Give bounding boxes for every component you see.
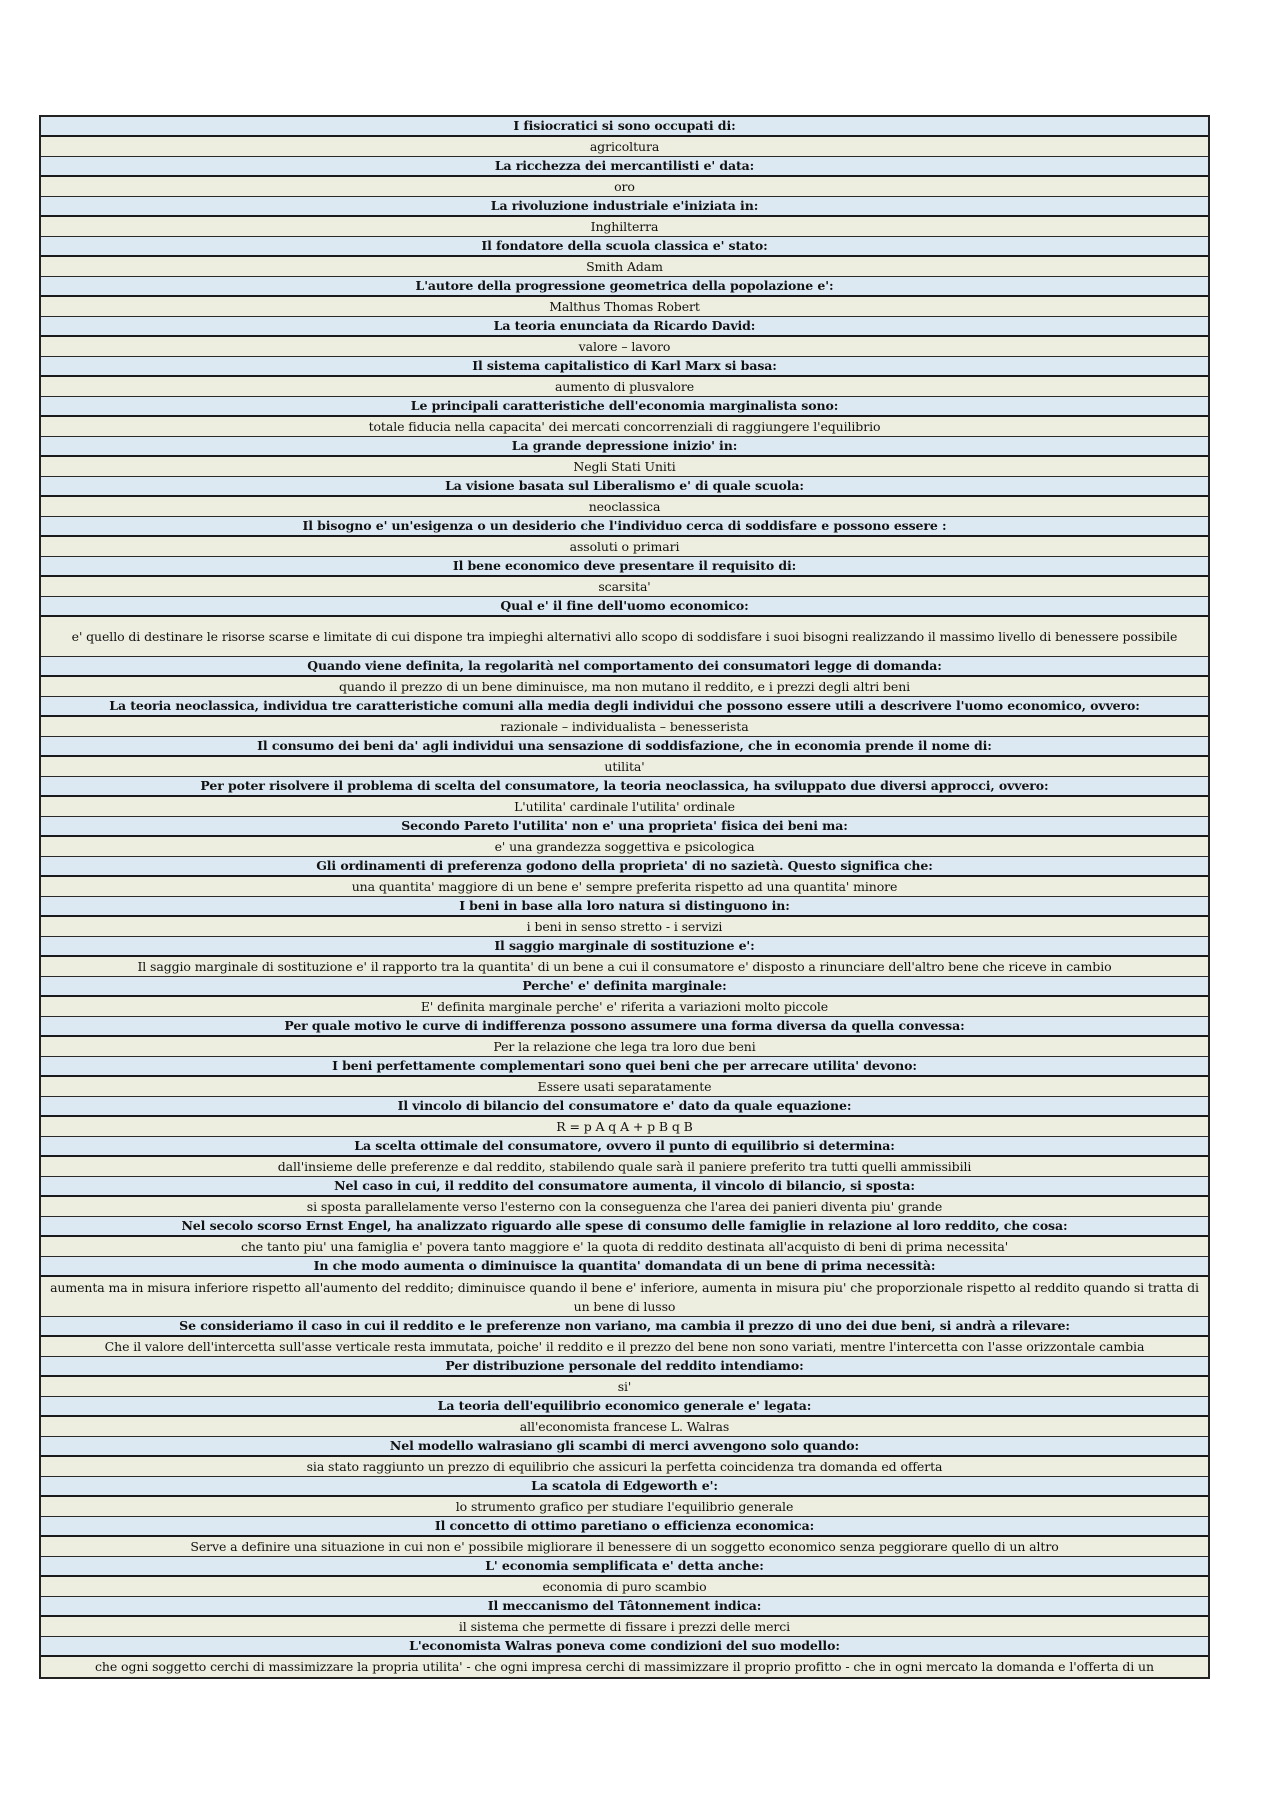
answer-row: assoluti o primari [41, 537, 1208, 557]
answer-row: Il saggio marginale di sostituzione e' il rapporto tra la quantita' di un bene a cui il consumatore e' disposto a rinunciare dell'altro bene che riceve in cambio [41, 957, 1208, 977]
answer-row: e' una grandezza soggettiva e psicologica [41, 837, 1208, 857]
question-row: La grande depressione inizio' in: [41, 437, 1208, 457]
answer-row: economia di puro scambio [41, 1577, 1208, 1597]
answer-row: che tanto piu' una famiglia e' povera tanto maggiore e' la quota di reddito destinata all'acquisto di beni di prima necessita' [41, 1237, 1208, 1257]
answer-row: si' [41, 1377, 1208, 1397]
answer-row: Inghilterra [41, 217, 1208, 237]
answer-row: E' definita marginale perche' e' riferita a variazioni molto piccole [41, 997, 1208, 1017]
answer-row: agricoltura [41, 137, 1208, 157]
answer-row: scarsita' [41, 577, 1208, 597]
answer-row: Negli Stati Uniti [41, 457, 1208, 477]
answer-row: utilita' [41, 757, 1208, 777]
question-row: La ricchezza dei mercantilisti e' data: [41, 157, 1208, 177]
question-row: Nel secolo scorso Ernst Engel, ha analizzato riguardo alle spese di consumo delle famiglie in relazione al loro reddito, che cosa: [41, 1217, 1208, 1237]
question-row: Il fondatore della scuola classica e' stato: [41, 237, 1208, 257]
question-row: La scatola di Edgeworth e': [41, 1477, 1208, 1497]
question-row: Per quale motivo le curve di indifferenza possono assumere una forma diversa da quella convessa: [41, 1017, 1208, 1037]
answer-row: sia stato raggiunto un prezzo di equilibrio che assicuri la perfetta coincidenza tra domanda ed offerta [41, 1457, 1208, 1477]
question-row: Il saggio marginale di sostituzione e': [41, 937, 1208, 957]
question-row: L'autore della progressione geometrica della popolazione e': [41, 277, 1208, 297]
answer-row: e' quello di destinare le risorse scarse e limitate di cui dispone tra impieghi alternativi allo scopo di soddisfare i suoi bisogni realizzando il massimo livello di benessere possibile [41, 617, 1208, 657]
answer-row: dall'insieme delle preferenze e dal reddito, stabilendo quale sarà il paniere preferito tra tutti quelli ammissibili [41, 1157, 1208, 1177]
question-row: La teoria neoclassica, individua tre caratteristiche comuni alla media degli individui che possono essere utili a descrivere l'uomo economico, ovvero: [41, 697, 1208, 717]
question-row: Per distribuzione personale del reddito intendiamo: [41, 1357, 1208, 1377]
question-row: Per poter risolvere il problema di scelta del consumatore, la teoria neoclassica, ha sviluppato due diversi approcci, ovvero: [41, 777, 1208, 797]
question-row: Il bene economico deve presentare il requisito di: [41, 557, 1208, 577]
answer-row: i beni in senso stretto - i servizi [41, 917, 1208, 937]
question-row: Nel modello walrasiano gli scambi di merci avvengono solo quando: [41, 1437, 1208, 1457]
question-row: Quando viene definita, la regolarità nel comportamento dei consumatori legge di domanda: [41, 657, 1208, 677]
question-row: Qual e' il fine dell'uomo economico: [41, 597, 1208, 617]
question-row: Il bisogno e' un'esigenza o un desiderio che l'individuo cerca di soddisfare e possono essere : [41, 517, 1208, 537]
answer-row: Per la relazione che lega tra loro due beni [41, 1037, 1208, 1057]
question-row: L'economista Walras poneva come condizioni del suo modello: [41, 1637, 1208, 1657]
question-row: Il vincolo di bilancio del consumatore e' dato da quale equazione: [41, 1097, 1208, 1117]
answer-row: totale fiducia nella capacita' dei mercati concorrenziali di raggiungere l'equilibrio [41, 417, 1208, 437]
answer-row: razionale – individualista – benesserista [41, 717, 1208, 737]
answer-row: si sposta parallelamente verso l'esterno con la conseguenza che l'area dei panieri diventa piu' grande [41, 1197, 1208, 1217]
question-row: Il sistema capitalistico di Karl Marx si basa: [41, 357, 1208, 377]
question-row: Il consumo dei beni da' agli individui una sensazione di soddisfazione, che in economia prende il nome di: [41, 737, 1208, 757]
answer-row: valore – lavoro [41, 337, 1208, 357]
answer-row: Che il valore dell'intercetta sull'asse verticale resta immutata, poiche' il reddito e il prezzo del bene non sono variati, mentre l'intercetta con l'asse orizzontale cambia [41, 1337, 1208, 1357]
question-row: Il meccanismo del Tâtonnement indica: [41, 1597, 1208, 1617]
question-row: Perche' e' definita marginale: [41, 977, 1208, 997]
answer-row: L'utilita' cardinale l'utilita' ordinale [41, 797, 1208, 817]
question-row: L' economia semplificata e' detta anche: [41, 1557, 1208, 1577]
answer-row: R = p A q A + p B q B [41, 1117, 1208, 1137]
question-row: La teoria enunciata da Ricardo David: [41, 317, 1208, 337]
question-row: Gli ordinamenti di preferenza godono della proprieta' di no sazietà. Questo significa che: [41, 857, 1208, 877]
answer-row: all'economista francese L. Walras [41, 1417, 1208, 1437]
answer-row: oro [41, 177, 1208, 197]
answer-row: aumenta ma in misura inferiore rispetto all'aumento del reddito; diminuisce quando il bene e' inferiore, aumenta in misura piu' che proporzionale rispetto al reddito quando si tratta di un bene di lusso [41, 1277, 1208, 1317]
answer-row: quando il prezzo di un bene diminuisce, ma non mutano il reddito, e i prezzi degli altri beni [41, 677, 1208, 697]
question-row: Nel caso in cui, il reddito del consumatore aumenta, il vincolo di bilancio, si sposta: [41, 1177, 1208, 1197]
answer-row: Essere usati separatamente [41, 1077, 1208, 1097]
answer-row: neoclassica [41, 497, 1208, 517]
question-row: Il concetto di ottimo paretiano o efficienza economica: [41, 1517, 1208, 1537]
question-row: Se consideriamo il caso in cui il reddito e le preferenze non variano, ma cambia il prezzo di uno dei due beni, si andrà a rilevare: [41, 1317, 1208, 1337]
question-row: La rivoluzione industriale e'iniziata in: [41, 197, 1208, 217]
question-row: La scelta ottimale del consumatore, ovvero il punto di equilibrio si determina: [41, 1137, 1208, 1157]
answer-row: aumento di plusvalore [41, 377, 1208, 397]
answer-row: Smith Adam [41, 257, 1208, 277]
question-row: La teoria dell'equilibrio economico generale e' legata: [41, 1397, 1208, 1417]
question-row: In che modo aumenta o diminuisce la quantita' domandata di un bene di prima necessità: [41, 1257, 1208, 1277]
question-row: Secondo Pareto l'utilita' non e' una proprieta' fisica dei beni ma: [41, 817, 1208, 837]
answer-row: il sistema che permette di fissare i prezzi delle merci [41, 1617, 1208, 1637]
answer-row: Malthus Thomas Robert [41, 297, 1208, 317]
answer-row: una quantita' maggiore di un bene e' sempre preferita rispetto ad una quantita' minore [41, 877, 1208, 897]
spreadsheet-table [39, 115, 1210, 1679]
answer-row: che ogni soggetto cerchi di massimizzare la propria utilita' - che ogni impresa cerchi di massimizzare il proprio profitto - che in ogni mercato la domanda e l'offerta di un [41, 1657, 1208, 1677]
question-row: I fisiocratici si sono occupati di: [41, 117, 1208, 137]
question-row: La visione basata sul Liberalismo e' di quale scuola: [41, 477, 1208, 497]
answer-row: Serve a definire una situazione in cui non e' possibile migliorare il benessere di un soggetto economico senza peggiorare quello di un altro [41, 1537, 1208, 1557]
question-row: I beni perfettamente complementari sono quei beni che per arrecare utilita' devono: [41, 1057, 1208, 1077]
answer-row: lo strumento grafico per studiare l'equilibrio generale [41, 1497, 1208, 1517]
question-row: I beni in base alla loro natura si distinguono in: [41, 897, 1208, 917]
question-row: Le principali caratteristiche dell'economia marginalista sono: [41, 397, 1208, 417]
